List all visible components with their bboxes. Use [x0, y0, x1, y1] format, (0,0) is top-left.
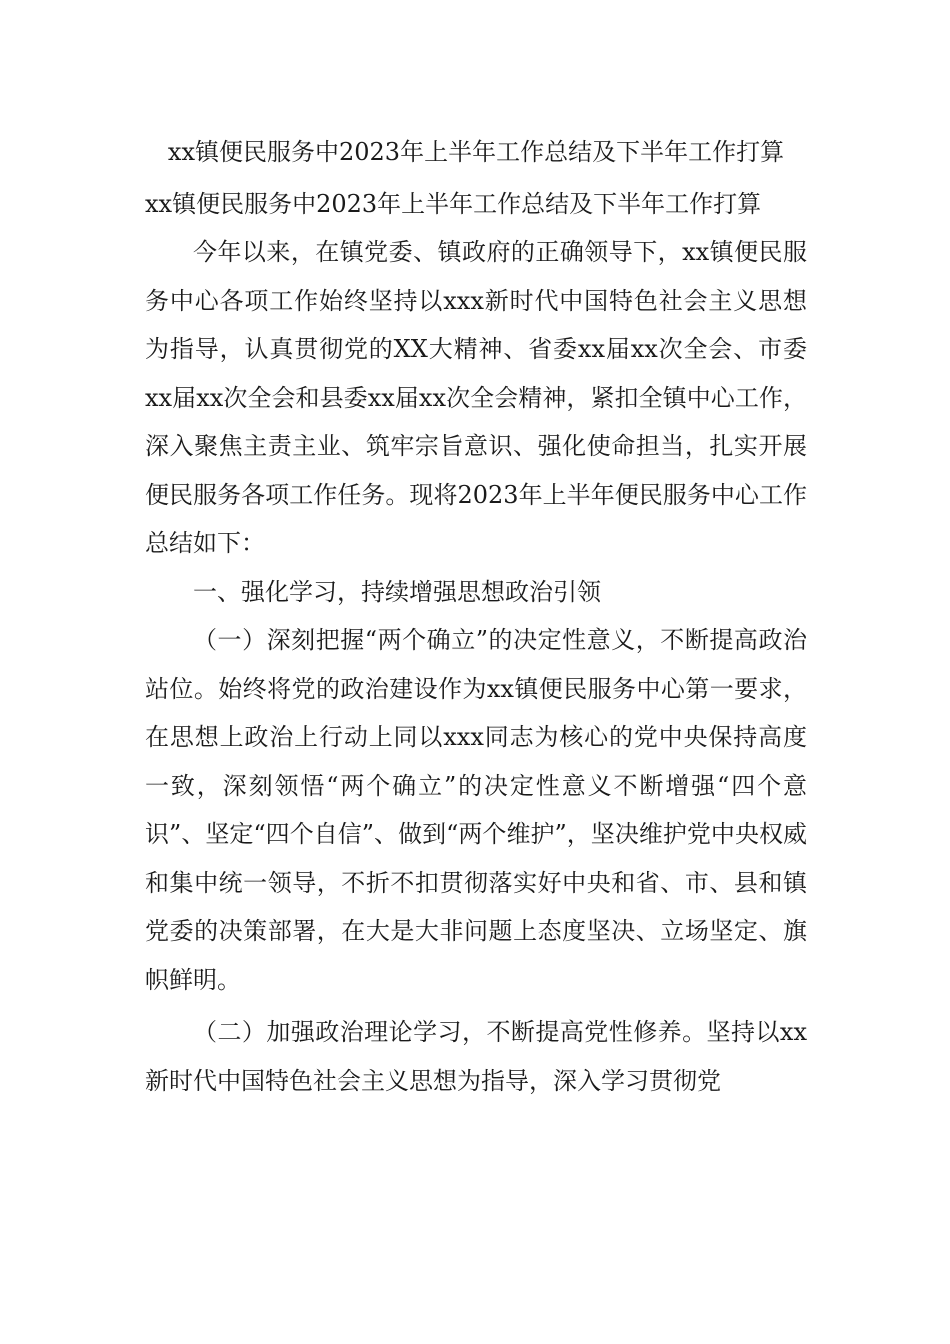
section-1-paragraph-1: （一）深刻把握“两个确立”的决定性意义，不断提高政治站位。始终将党的政治建设作为xx镇便民服务中心第一要求，在思想上政治上行动上同以xxx同志为核心的党中央保持高度一致，深刻领悟“两个确立”的决定性意义不断增强“四个意识”、坚定“四个自信”、做到“两个维护”，坚决维护党中央权威和集中统一领导，不折不扣贯彻落实好中央和省、市、县和镇党委的决策部署，在大是大非问题上态度坚决、立场坚定、旗帜鲜明。	[145, 626, 807, 994]
document-subtitle: xx镇便民服务中2023年上半年工作总结及下半年工作打算	[145, 190, 762, 218]
section-1-heading: 一、强化学习，持续增强思想政治引领	[193, 577, 601, 606]
document-title: xx镇便民服务中2023年上半年工作总结及下半年工作打算	[167, 138, 785, 166]
intro-paragraph: 今年以来，在镇党委、镇政府的正确领导下，xx镇便民服务中心各项工作始终坚持以xxx新时代中国特色社会主义思想为指导，认真贯彻党的XX大精神、省委xx届xx次全会、市委xx届xx次全会和县委xx届xx次全会精神，紧扣全镇中心工作，深入聚焦主责主业、筑牢宗旨意识、强化使命担当，扎实开展便民服务各项工作任务。现将2023年上半年便民服务中心工作总结如下：	[145, 238, 807, 557]
section-1-paragraph-2: （二）加强政治理论学习，不断提高党性修养。坚持以xx新时代中国特色社会主义思想为指导，深入学习贯彻党	[145, 1018, 807, 1095]
